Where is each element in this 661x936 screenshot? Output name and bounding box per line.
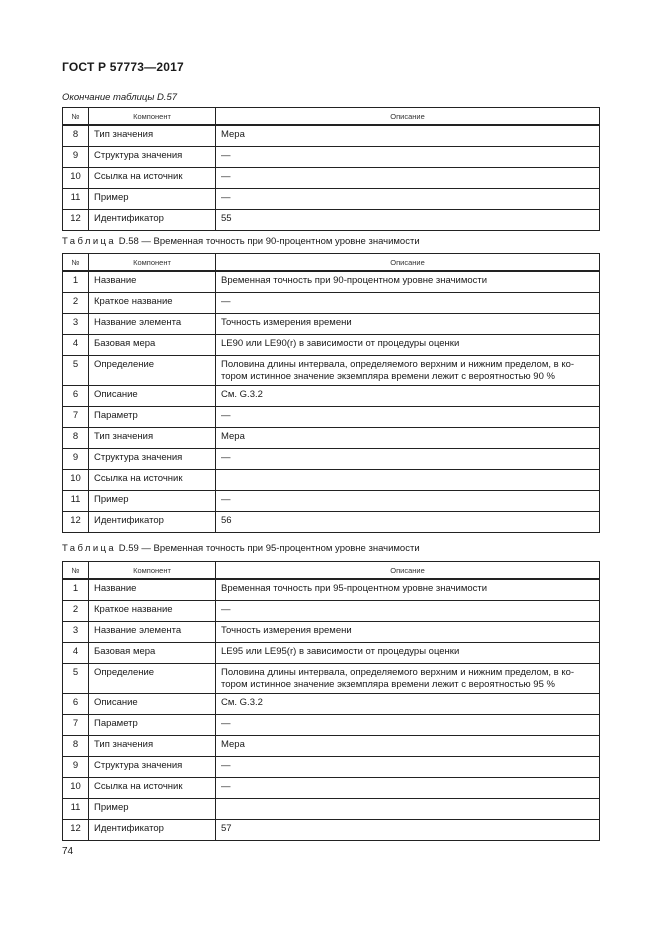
row-component: Название элемента [89,622,216,643]
row-num: 9 [63,147,89,168]
table-row [63,694,600,715]
table-row [63,386,600,407]
table-row [63,715,600,736]
row-component: Структура значения [89,147,216,168]
table-row [63,356,600,386]
row-num: 9 [63,757,89,778]
row-num: 10 [63,470,89,491]
row-num: 9 [63,449,89,470]
row-component: Параметр [89,715,216,736]
row-component: Базовая мера [89,335,216,356]
row-num: 11 [63,491,89,512]
header-component: Компонент [89,562,216,580]
row-description: — [216,715,600,736]
row-component: Идентификатор [89,820,216,841]
table-row [63,512,600,533]
table-row [63,579,600,601]
row-description: — [216,293,600,314]
row-description: LE95 или LE95(r) в зависимости от процедуры оценки [216,643,600,664]
row-description: — [216,778,600,799]
row-description: Точность измерения времени [216,314,600,335]
table-row [63,799,600,820]
row-num: 5 [63,356,89,386]
row-component: Пример [89,799,216,820]
row-component: Структура значения [89,449,216,470]
row-num: 6 [63,694,89,715]
row-description: См. G.3.2 [216,386,600,407]
row-num: 8 [63,428,89,449]
table-header-row [63,254,600,272]
row-num: 12 [63,210,89,231]
row-component: Краткое название [89,293,216,314]
table-row [63,622,600,643]
row-num: 3 [63,314,89,335]
row-description: 57 [216,820,600,841]
table-row [63,293,600,314]
header-description: Описание [216,562,600,580]
row-component: Параметр [89,407,216,428]
row-num: 8 [63,736,89,757]
row-component: Описание [89,386,216,407]
row-component: Определение [89,664,216,694]
row-num: 5 [63,664,89,694]
row-component: Пример [89,491,216,512]
table-header-row [63,108,600,126]
table-row [63,125,600,147]
table-row [63,147,600,168]
table-row [63,407,600,428]
table-row [63,189,600,210]
header-num: № [63,254,89,272]
caption-text: D.59 — Временная точность при 95-процентном уровне значимости [118,543,420,554]
row-description: — [216,449,600,470]
description-line: тором истинное значение экземпляра времени лежит с вероятностью 95 % [221,678,555,690]
row-component: Название [89,579,216,601]
row-num: 11 [63,189,89,210]
row-description: — [216,601,600,622]
row-num: 7 [63,715,89,736]
row-component: Ссылка на источник [89,168,216,189]
row-component: Идентификатор [89,512,216,533]
row-description [216,470,600,491]
caption-text: D.58 — Временная точность при 90-процентном уровне значимости [118,236,420,247]
row-num: 4 [63,643,89,664]
row-description: Мера [216,736,600,757]
table-row [63,335,600,356]
table-d58-caption [62,236,420,247]
row-description: — [216,757,600,778]
row-description [216,799,600,820]
table-row [63,643,600,664]
header-component: Компонент [89,108,216,126]
row-component: Базовая мера [89,643,216,664]
table-d59 [62,561,600,841]
description-line: Половина длины интервала, определяемого верхним и нижним пределом, в ко- [221,667,575,678]
row-num: 1 [63,271,89,293]
table-row [63,491,600,512]
row-component: Тип значения [89,428,216,449]
row-description: — [216,189,600,210]
table-row [63,271,600,293]
row-description: Мера [216,125,600,147]
row-description: См. G.3.2 [216,694,600,715]
row-component: Название элемента [89,314,216,335]
row-description: LE90 или LE90(r) в зависимости от процедуры оценки [216,335,600,356]
table-row [63,168,600,189]
row-num: 4 [63,335,89,356]
row-component: Название [89,271,216,293]
row-description [216,664,600,694]
header-num: № [63,108,89,126]
row-num: 7 [63,407,89,428]
row-num: 10 [63,168,89,189]
row-description: 56 [216,512,600,533]
row-description: — [216,407,600,428]
table-row [63,314,600,335]
row-num: 2 [63,293,89,314]
table-d58 [62,253,600,533]
table-row [63,449,600,470]
row-component: Описание [89,694,216,715]
row-description: Точность измерения времени [216,622,600,643]
row-num: 10 [63,778,89,799]
row-num: 12 [63,820,89,841]
row-description [216,356,600,386]
row-num: 12 [63,512,89,533]
page-number: 74 [62,846,74,857]
table-row [63,820,600,841]
row-component: Тип значения [89,736,216,757]
row-component: Тип значения [89,125,216,147]
header-description: Описание [216,254,600,272]
row-description: — [216,147,600,168]
table-row [63,664,600,694]
header-description: Описание [216,108,600,126]
row-component: Краткое название [89,601,216,622]
row-num: 8 [63,125,89,147]
document-code: ГОСТ Р 57773—2017 [62,60,184,74]
row-component: Определение [89,356,216,386]
row-num: 6 [63,386,89,407]
description-line: тором истинное значение экземпляра времени лежит с вероятностью 90 % [221,370,555,382]
table-header-row [63,562,600,580]
row-num: 1 [63,579,89,601]
table-d57-caption: Окончание таблицы D.57 [62,92,178,103]
row-description: — [216,168,600,189]
table-row [63,757,600,778]
row-component: Структура значения [89,757,216,778]
row-num: 3 [63,622,89,643]
table-row [63,470,600,491]
header-num: № [63,562,89,580]
description-line: Половина длины интервала, определяемого верхним и нижним пределом, в ко- [221,359,575,370]
row-description: Мера [216,428,600,449]
row-description: — [216,491,600,512]
row-num: 11 [63,799,89,820]
table-row [63,210,600,231]
row-num: 2 [63,601,89,622]
caption-word: Таблица [62,236,117,247]
table-row [63,736,600,757]
row-component: Ссылка на источник [89,778,216,799]
row-component: Идентификатор [89,210,216,231]
caption-word: Таблица [62,543,117,554]
row-component: Ссылка на источник [89,470,216,491]
row-component: Пример [89,189,216,210]
table-row [63,428,600,449]
table-row [63,778,600,799]
header-component: Компонент [89,254,216,272]
table-d59-caption [62,543,420,554]
row-description: Временная точность при 95-процентном уровне значимости [216,579,600,601]
row-description: 55 [216,210,600,231]
table-row [63,601,600,622]
table-d57 [62,107,600,231]
row-description: Временная точность при 90-процентном уровне значимости [216,271,600,293]
